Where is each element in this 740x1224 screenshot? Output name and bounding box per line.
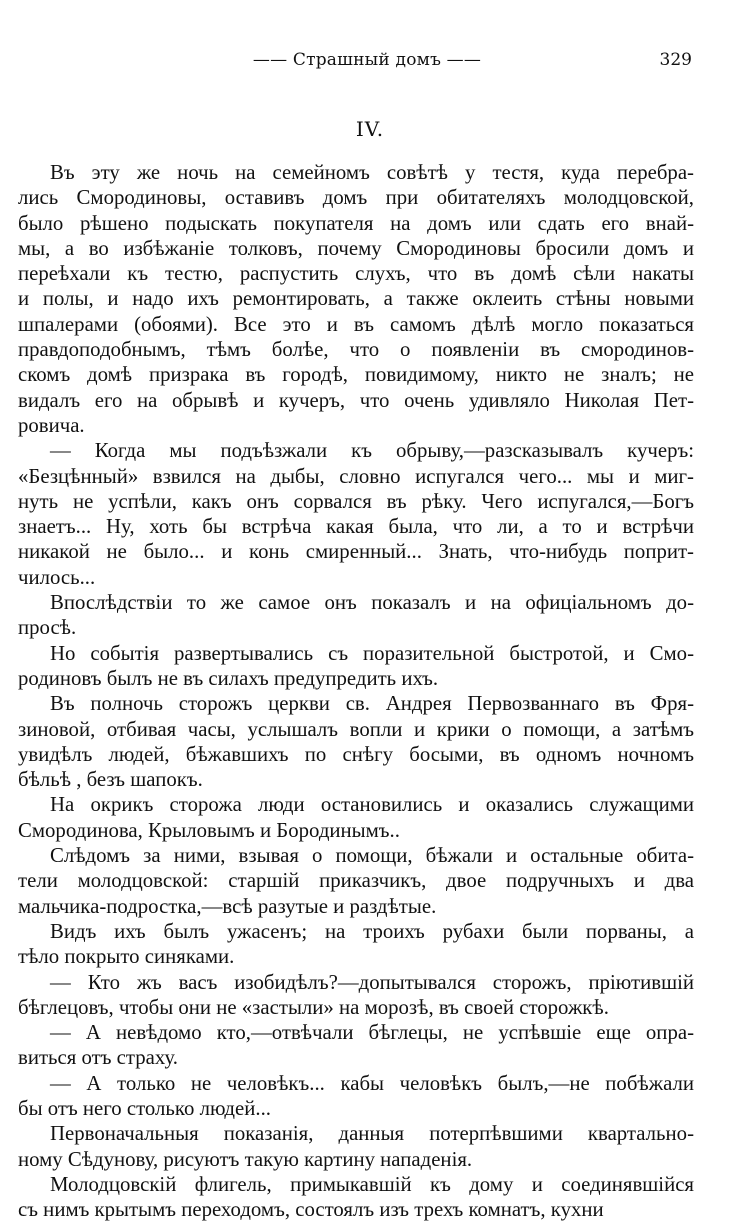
text-line: «Безцѣнный» взвился на дыбы, словно испугался чего... мы и миг-	[18, 464, 694, 488]
paragraph	[18, 919, 694, 970]
paragraph	[18, 1121, 694, 1172]
text-line: родиновъ былъ не въ силахъ предупредить ихъ.	[18, 666, 439, 690]
text-line: зиновой, отбивая часы, услышалъ вопли и крики о помощи, а затѣмъ	[18, 717, 694, 741]
text-line: увидѣлъ людей, бѣжавшихъ по снѣгу босыми, въ одномъ ночномъ	[18, 742, 694, 766]
body-text	[18, 160, 694, 1222]
text-line: нуть не успѣли, какъ онъ сорвался въ рѣку. Чего испугался,—Богъ	[18, 489, 694, 513]
text-line: видалъ его на обрывѣ и кучеръ, что очень удивляло Николая Пет-	[18, 388, 694, 412]
text-line: бѣльѣ , безъ шапокъ.	[18, 768, 203, 792]
paragraph	[18, 843, 694, 919]
text-line: Слѣдомъ за ними, взывая о помощи, бѣжали и остальные обита-	[50, 844, 694, 868]
text-line: — А только не человѣкъ... кабы человѣкъ былъ,—не побѣжали	[50, 1071, 694, 1095]
text-line: правдоподобнымъ, тѣмъ болѣе, что о появленіи въ смородинов-	[18, 338, 694, 362]
page-number: 329	[659, 50, 692, 70]
text-line: Смородинова, Крыловымъ и Бородинымъ..	[18, 818, 400, 842]
text-line: мальчика-подростка,—всѣ разутые и раздѣтые.	[18, 894, 437, 918]
text-line: Видъ ихъ былъ ужасенъ; на троихъ рубахи были порваны, а	[50, 919, 694, 943]
text-line: Въ эту же ночь на семейномъ совѣтѣ у тестя, куда перебра-	[50, 161, 694, 184]
text-line: Молодцовскій флигель, примыкавшій къ дому и соединявшійся	[50, 1172, 694, 1196]
running-head	[0, 50, 740, 74]
text-line: тели молодцовской: старшій приказчикъ, двое подручныхъ и два	[18, 869, 694, 893]
text-line: бы отъ него столько людей...	[18, 1096, 271, 1120]
text-line: ровича.	[18, 413, 85, 437]
text-line: — Когда мы подъѣзжали къ обрыву,—разсказывалъ кучеръ:	[50, 439, 694, 463]
paragraph	[18, 160, 694, 438]
text-line: На окрикъ сторожа люди остановились и оказались служащими	[50, 793, 694, 817]
text-line: и полы, и надо ихъ ремонтировать, а также оклеить стѣны новыми	[18, 287, 694, 311]
text-line: тѣло покрыто синяками.	[18, 945, 235, 969]
paragraph	[18, 438, 694, 590]
text-line: Первоначальныя показанія, данныя потерпѣвшими квартально-	[50, 1122, 694, 1146]
chapter-heading: IV.	[355, 117, 385, 141]
text-line: — А невѣдомо кто,—отвѣчали бѣглецы, не успѣвшіе еще опра-	[50, 1021, 694, 1045]
text-line: никакой не было... и конь смиренный... Знать, что-нибудь поприт-	[18, 540, 694, 564]
text-line: лись Смородиновы, оставивъ домъ при обитателяхъ молодцовской,	[18, 186, 694, 210]
text-line: Въ полночь сторожъ церкви св. Андрея Первозваннаго въ Фря-	[50, 692, 694, 716]
text-line: знаетъ... Ну, хоть бы встрѣча какая была, что ли, а то и встрѣчи	[18, 515, 694, 539]
text-line: Впослѣдствіи то же самое онъ показалъ и на офиціальномъ до-	[50, 591, 694, 615]
text-line: ному Сѣдунову, рисуютъ такую картину нападенія.	[18, 1147, 473, 1171]
text-line: — Кто жъ васъ изобидѣлъ?—допытывался сторожъ, пріютившій	[50, 970, 694, 994]
text-line: виться отъ страху.	[18, 1046, 179, 1070]
text-line: Но событія развертывались съ поразительной быстротой, и Смо-	[50, 641, 694, 665]
paragraph	[18, 691, 694, 792]
paragraph	[18, 970, 694, 1021]
paragraph	[18, 1172, 694, 1223]
text-line: переѣхали къ тестю, распустить слухъ, что въ домѣ сѣли накаты	[18, 262, 694, 286]
running-title: —— Страшный домъ ——	[252, 50, 482, 70]
text-line: скомъ домѣ призрака въ городѣ, повидимому, никто не зналъ; не	[18, 363, 694, 387]
paragraph	[18, 792, 694, 843]
paragraph	[18, 641, 694, 692]
text-line: съ нимъ крытымъ переходомъ, состоялъ изъ трехъ комнатъ, кухни	[18, 1198, 604, 1222]
text-line: шпалерами (обоями). Все это и въ самомъ дѣлѣ могло показаться	[18, 312, 694, 336]
text-line: мы, а во избѣжаніе толковъ, почему Смородиновы бросили домъ и	[18, 236, 694, 260]
paragraph	[18, 1020, 694, 1071]
paragraph	[18, 590, 694, 641]
paragraph	[18, 1071, 694, 1122]
text-line: чилось...	[18, 565, 96, 589]
text-line: было рѣшено подыскать покупателя на домъ или сдать его внай-	[18, 211, 694, 235]
text-line: бѣглецовъ, чтобы они не «застыли» на морозѣ, въ своей сторожкѣ.	[18, 995, 609, 1019]
text-line: просѣ.	[18, 616, 77, 640]
